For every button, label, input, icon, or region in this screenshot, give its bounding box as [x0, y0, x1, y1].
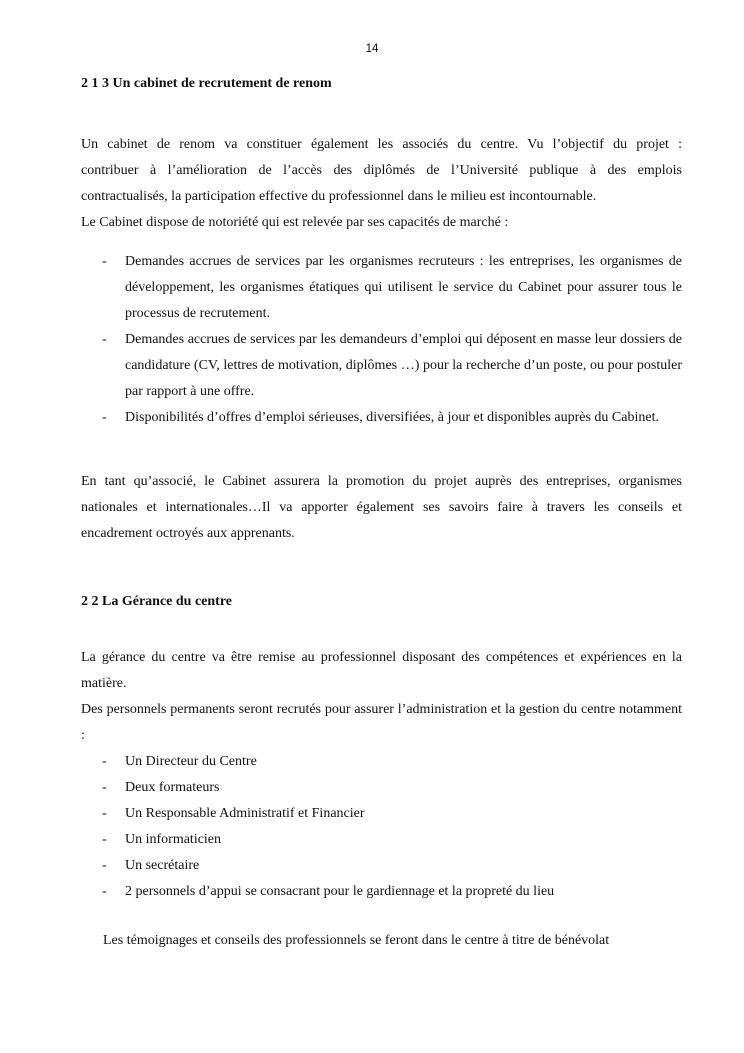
list-item-text: Un secrétaire — [125, 858, 200, 873]
list-item-text: Disponibilités d’offres d’emploi sérieuses, diversifiées, à jour et disponibles auprès du Cabinet. — [125, 410, 659, 425]
list-item — [81, 879, 682, 905]
list-item — [81, 853, 682, 879]
paragraph-management: La gérance du centre va être remise au professionnel disposant des compétences et expériences en la matière. — [81, 650, 682, 691]
staff-list — [81, 749, 682, 905]
list-item-text: Un Directeur du Centre — [125, 754, 257, 769]
list-item-text: Demandes accrues de services par les organismes recruteurs : les entreprises, les organismes de développement, les organismes étatiques qui utilisent le service du Cabinet pour assurer tous le processus de recrutement. — [125, 254, 682, 321]
bullet-dash: - — [102, 806, 107, 821]
list-item-text: Un informaticien — [125, 832, 222, 847]
market-capacity-list — [81, 249, 682, 431]
text-line: Un cabinet de renom va constituer également les associés du centre. Vu l’objectif du projet : — [81, 137, 682, 152]
paragraph-closing: Les témoignages et conseils des professionnels se feront dans le centre à titre de bénévolat — [103, 933, 610, 948]
list-item — [81, 827, 682, 853]
list-item — [81, 801, 682, 827]
section-heading-cabinet: 2 1 3 Un cabinet de recrutement de renom — [81, 76, 332, 91]
list-item — [81, 249, 682, 327]
list-item — [81, 327, 682, 405]
bullet-dash: - — [102, 832, 107, 847]
text-line: contribuer à l’amélioration de l’accès des diplômés de l’Université publique à des emplois — [81, 163, 682, 178]
bullet-dash: - — [102, 332, 107, 347]
bullet-dash: - — [102, 254, 107, 269]
list-item-text: 2 personnels d’appui se consacrant pour le gardiennage et la propreté du lieu — [125, 884, 555, 899]
section-heading-gerance: 2 2 La Gérance du centre — [81, 594, 232, 609]
page-number: 14 — [365, 43, 379, 55]
paragraph-staff-intro: Des personnels permanents seront recrutés pour assurer l’administration et la gestion du centre notamment : — [81, 702, 682, 743]
bullet-dash: - — [102, 410, 107, 425]
list-item — [81, 775, 682, 801]
paragraph-cabinet-conclusion: En tant qu’associé, le Cabinet assurera la promotion du projet auprès des entreprises, organismes nationales et internationales…Il va apporter également ses savoirs faire à travers les conseils et encadrement octroyés aux apprenants. — [81, 474, 682, 541]
list-item — [81, 405, 682, 431]
bullet-dash: - — [102, 884, 107, 899]
paragraph-cabinet-intro — [81, 132, 682, 236]
bullet-dash: - — [102, 754, 107, 769]
list-item-text: Demandes accrues de services par les demandeurs d’emploi qui déposent en masse leur dossiers de candidature (CV, lettres de motivation, diplômes …) pour la recherche d’un poste, ou pour postuler par rapport à une offre. — [125, 332, 682, 399]
list-item — [81, 749, 682, 775]
paragraph-notoriety: Le Cabinet dispose de notoriété qui est relevée par ses capacités de marché : — [81, 215, 509, 230]
bullet-dash: - — [102, 858, 107, 873]
text-line: contractualisés, la participation effective du professionnel dans le milieu est incontournable. — [81, 189, 597, 204]
list-item-text: Un Responsable Administratif et Financier — [125, 806, 365, 821]
bullet-dash: - — [102, 780, 107, 795]
list-item-text: Deux formateurs — [125, 780, 220, 795]
